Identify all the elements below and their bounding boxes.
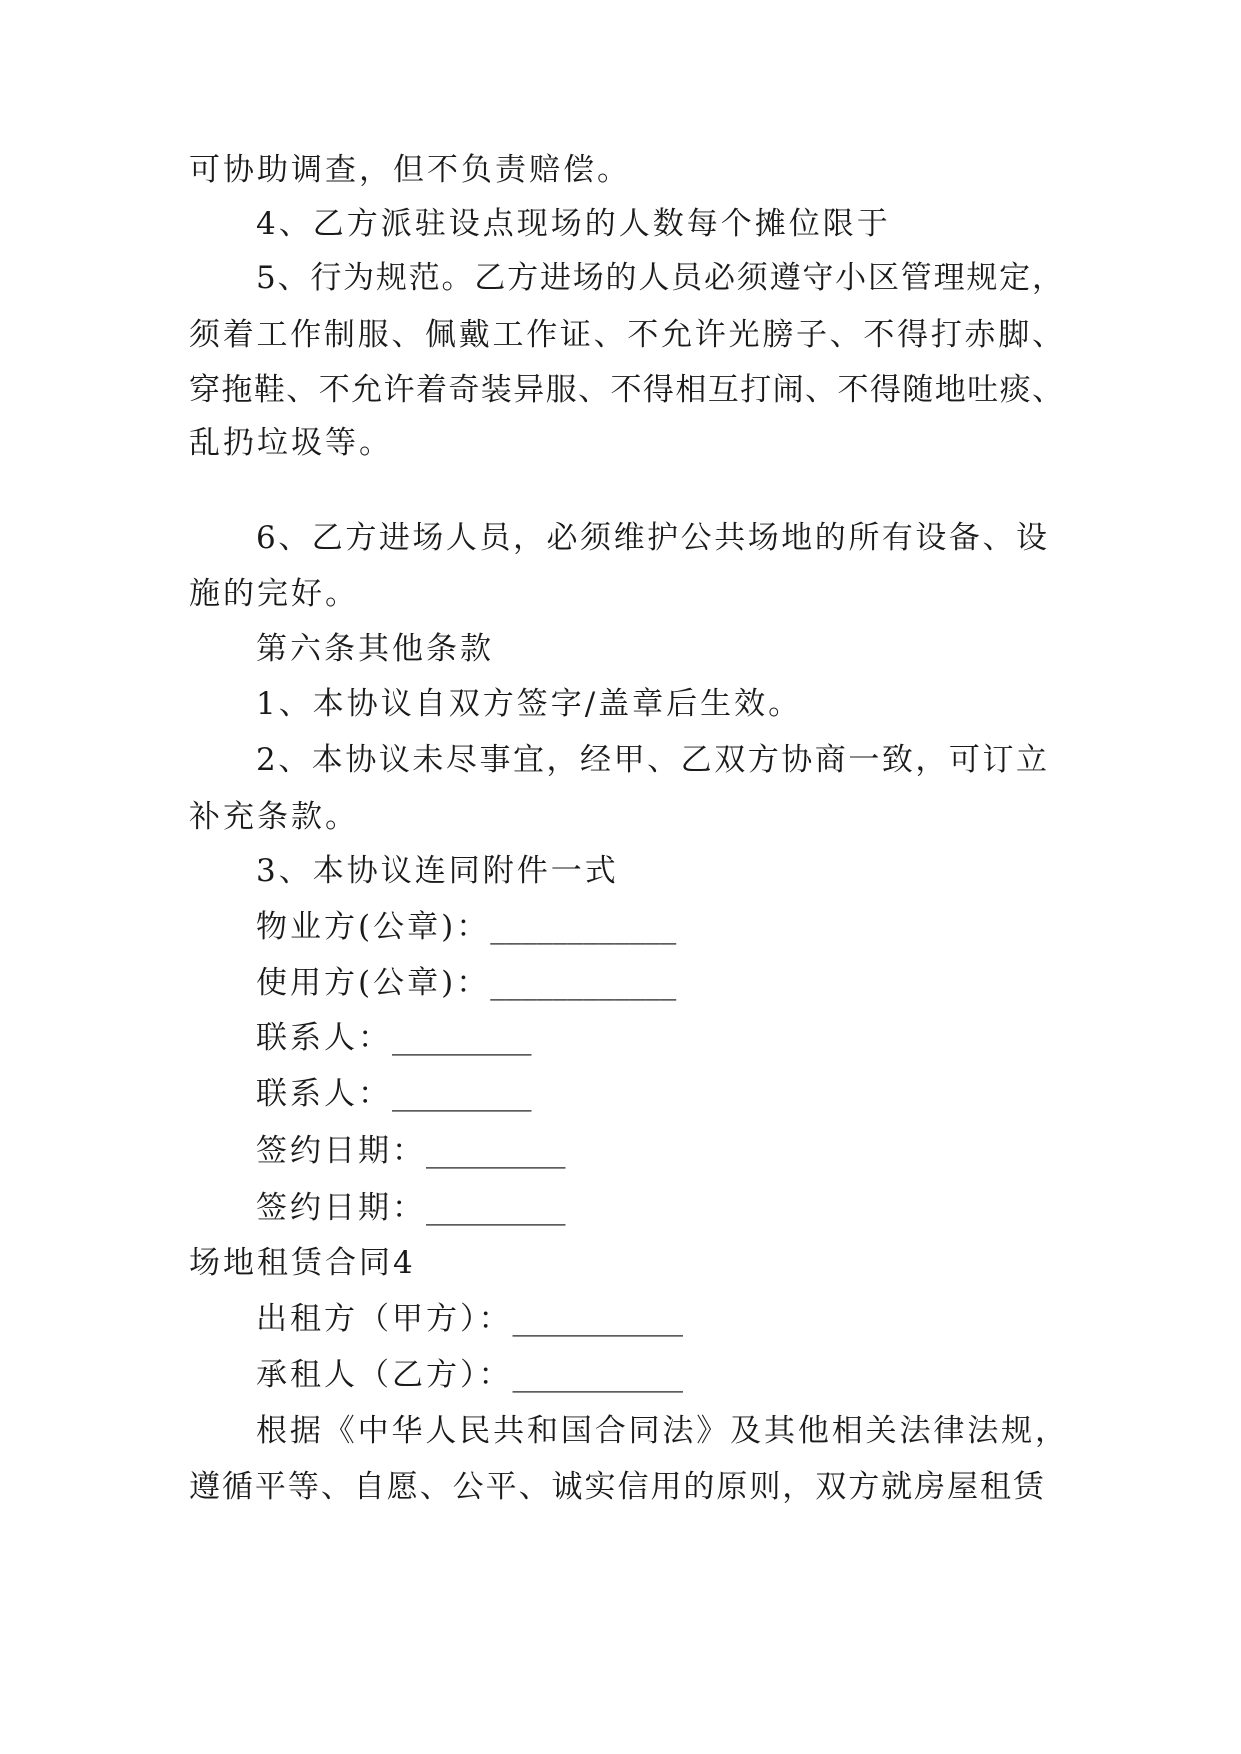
- text-line: 1、本协议自双方签字/盖章后生效。: [256, 686, 803, 722]
- blank-line: ___________: [512, 1301, 683, 1337]
- party-field-lessor: [256, 1299, 683, 1339]
- signature-field-contact: [256, 1074, 532, 1114]
- text-line: 6、乙方进场人员，必须维护公共场地的所有设备、设: [256, 520, 1047, 556]
- text-line: 5、行为规范。乙方进场的人员必须遵守小区管理规定，: [256, 260, 1063, 296]
- signature-field-contact: [256, 1018, 532, 1058]
- signature-field-date: [256, 1188, 566, 1228]
- blank-line: _________: [426, 1133, 566, 1169]
- text-line: 乱扔垃圾等。: [189, 425, 393, 461]
- contract-title: 场地租赁合同4: [189, 1245, 416, 1281]
- text-line: 施的完好。: [189, 576, 359, 612]
- text-line: 4、乙方派驻设点现场的人数每个摊位限于: [256, 206, 891, 242]
- field-label: 出租方（甲方）：: [256, 1301, 513, 1337]
- field-label: 签约日期：: [256, 1133, 426, 1169]
- text-line: 穿拖鞋、不允许着奇装异服、不得相互打闹、不得随地吐痰、: [189, 372, 1063, 408]
- signature-field-date: [256, 1131, 566, 1171]
- section-heading: 第六条其他条款: [256, 631, 494, 667]
- field-label: 联系人：: [256, 1020, 392, 1056]
- text-line: 2、本协议未尽事宜，经甲、乙双方协商一致，可订立: [256, 742, 1047, 778]
- party-field-lessee: [256, 1355, 683, 1395]
- field-label: 承租人（乙方）：: [256, 1357, 513, 1393]
- text-line: 3、本协议连同附件一式: [256, 853, 619, 889]
- text-line: 根据《中华人民共和国合同法》及其他相关法律法规，: [256, 1413, 1066, 1449]
- field-label: 使用方(公章)：: [256, 965, 491, 1001]
- signature-field-user: [256, 963, 676, 1003]
- blank-line: ___________: [512, 1357, 683, 1393]
- blank-line: _________: [392, 1076, 532, 1112]
- field-label: 联系人：: [256, 1076, 392, 1112]
- signature-field-property: [256, 907, 676, 947]
- text-line: 遵循平等、自愿、公平、诚实信用的原则，双方就房屋租赁: [189, 1469, 1044, 1505]
- blank-line: _________: [426, 1190, 566, 1226]
- text-line: 可协助调查，但不负责赔偿。: [189, 152, 631, 188]
- blank-line: ____________: [490, 965, 677, 1001]
- text-line: 补充条款。: [189, 799, 359, 835]
- field-label: 签约日期：: [256, 1190, 426, 1226]
- field-label: 物业方(公章)：: [256, 909, 491, 945]
- blank-line: _________: [392, 1020, 532, 1056]
- text-line: 须着工作制服、佩戴工作证、不允许光膀子、不得打赤脚、: [189, 317, 1063, 353]
- blank-line: ____________: [490, 909, 677, 945]
